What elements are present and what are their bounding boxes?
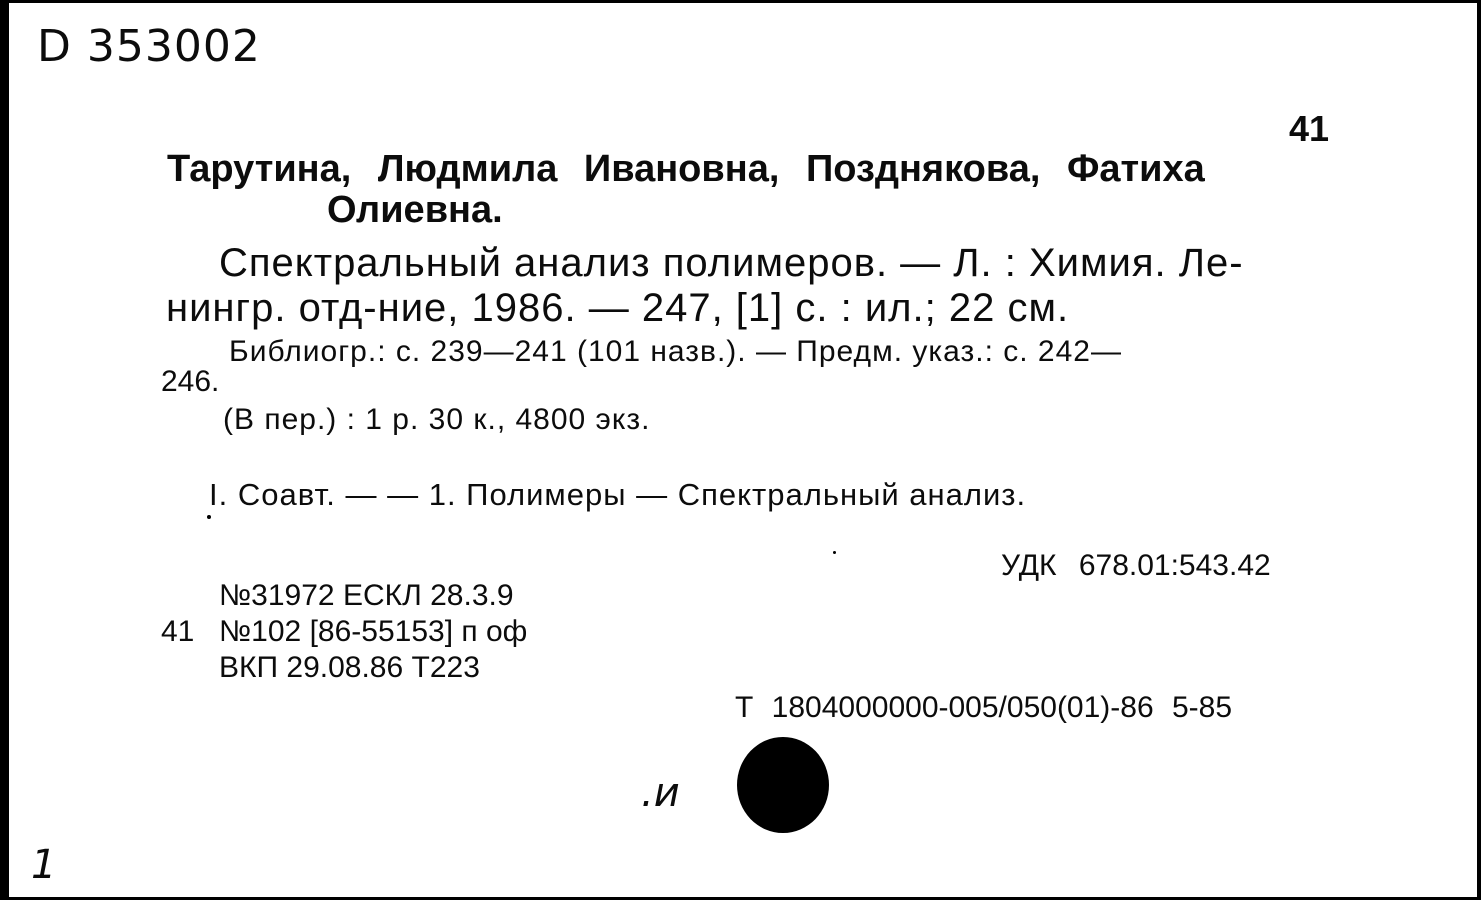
bibliography-line-2: 246.: [161, 365, 220, 398]
record-line-2: №102 [86-55153] п оф: [219, 615, 528, 648]
author-line-2: Олиевна.: [327, 189, 503, 231]
record-line-2-prefix: 41: [161, 615, 195, 648]
udc-code: УДК 678.01:543.42: [1001, 549, 1271, 582]
ink-speck: [207, 515, 211, 519]
bibliography-line-1: Библиогр.: с. 239—241 (101 назв.). — Предм. указ.: с. 242—: [229, 335, 1122, 368]
record-line-1: №31972 ЕСКЛ 28.3.9: [219, 579, 514, 612]
title-line-1: Спектральный анализ полимеров. — Л. : Химия. Ле-: [219, 241, 1244, 285]
class-mark: 41: [1289, 108, 1330, 149]
title-line-2: нингр. отд-ние, 1986. — 247, [1] с. : ил.; 22 см.: [166, 286, 1070, 330]
record-line-3: ВКП 29.08.86 Т223: [219, 651, 480, 684]
punch-hole-dot: [737, 737, 829, 833]
catalog-code: Т 1804000000-005/050(01)-86 5-85: [735, 691, 1233, 724]
price-line: (В пер.) : 1 р. 30 к., 4800 экз.: [223, 403, 651, 436]
author-line-1: Тарутина, Людмила Ивановна, Позднякова, Фатиха: [167, 148, 1205, 190]
corner-mark: 1: [31, 842, 57, 888]
accession-number: D 353002: [37, 21, 261, 72]
ink-speck: [833, 551, 836, 554]
handwritten-mark: .и: [641, 770, 680, 816]
subjects-line: I. Соавт. — — 1. Полимеры — Спектральный анализ.: [209, 477, 1027, 512]
